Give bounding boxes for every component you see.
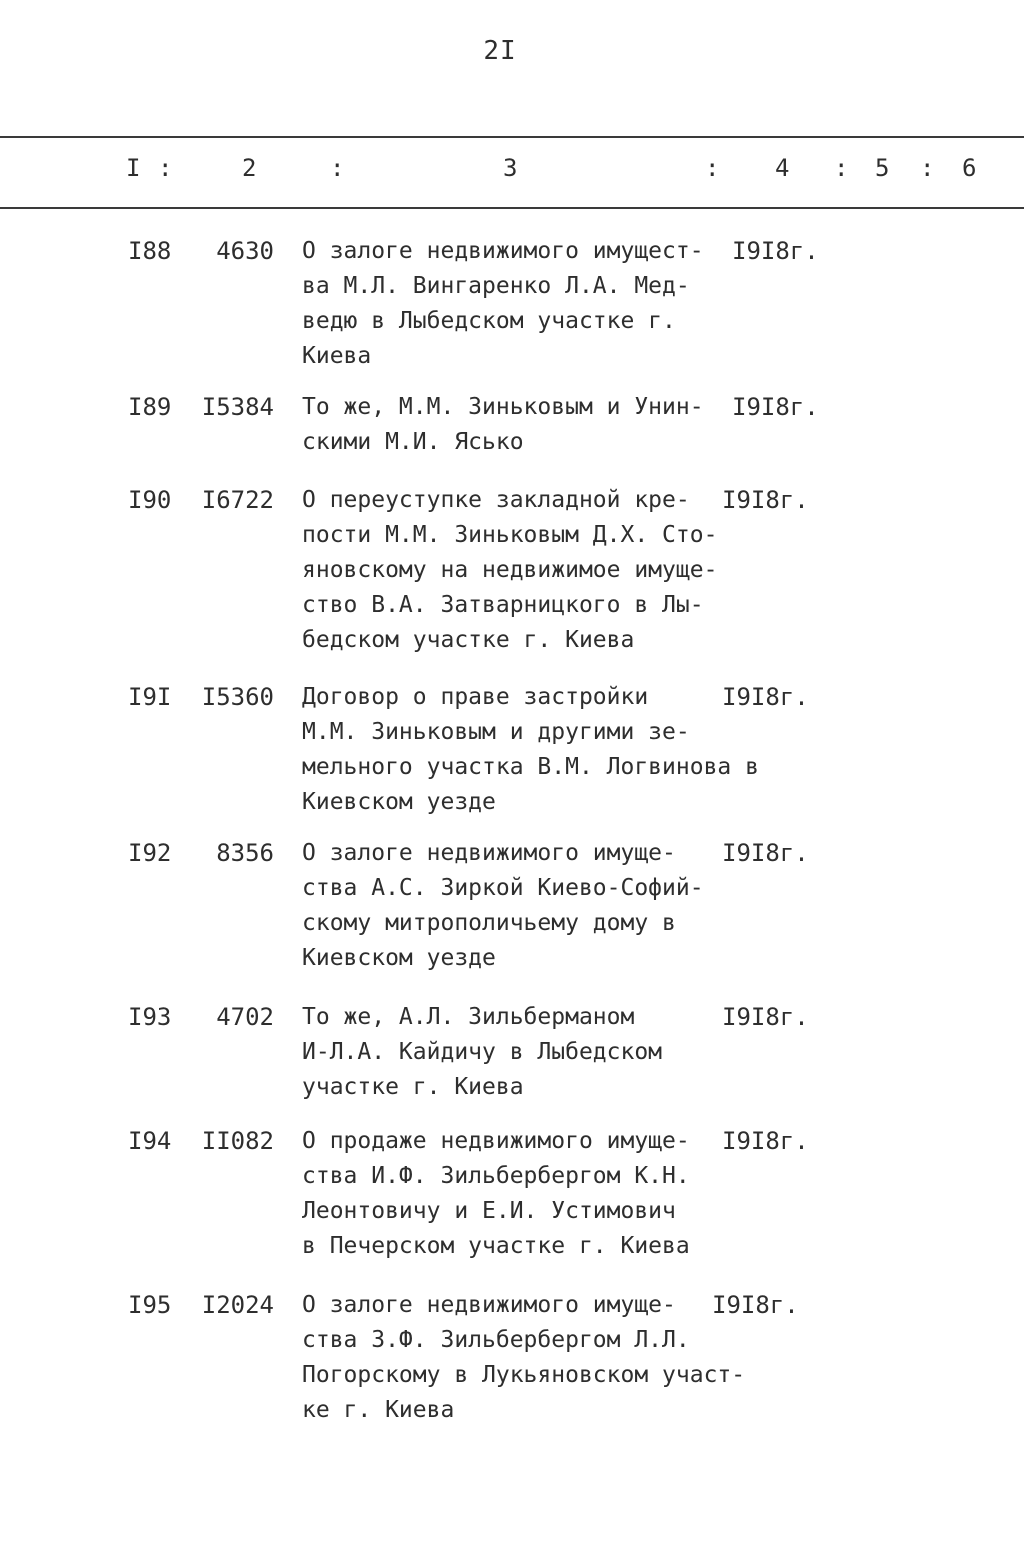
entry-title-line: бедском участке г. Киева xyxy=(302,627,635,653)
entry-document-number: II082 xyxy=(201,1127,274,1155)
entry-number: I89 xyxy=(128,393,172,421)
entry-title-line: О продаже недвижимого имуще- xyxy=(302,1128,690,1154)
column-header-2: 2 xyxy=(242,154,257,182)
entry-year: I9I8г. xyxy=(722,486,809,514)
entry-year: I9I8г. xyxy=(732,393,819,421)
entry-number: I95 xyxy=(128,1291,172,1319)
entry-year: I9I8г. xyxy=(722,1127,809,1155)
entry-year: I9I8г. xyxy=(712,1291,799,1319)
entry-title-line: О залоге недвижимого имуще- xyxy=(302,840,676,866)
entry-number: I92 xyxy=(128,839,172,867)
entry-title-line: ство В.А. Затварницкого в Лы- xyxy=(302,592,704,618)
entry-title-line: скому митрополичьему дому в xyxy=(302,910,676,936)
header-bottom-rule xyxy=(0,207,1024,209)
entry-number: I93 xyxy=(128,1003,172,1031)
entry-title-line: скими М.И. Ясько xyxy=(302,429,524,455)
entry-title-line: пости М.М. Зиньковым Д.Х. Сто- xyxy=(302,522,718,548)
column-header-4: 4 xyxy=(775,154,790,182)
entry-title-line: Киевском уезде xyxy=(302,789,496,815)
entry-number: I88 xyxy=(128,237,172,265)
entry-document-number: 4630 xyxy=(216,237,274,265)
entry-year: I9I8г. xyxy=(722,683,809,711)
entry-title-line: О залоге недвижимого имущест- xyxy=(302,238,704,264)
column-separator: : xyxy=(834,154,849,182)
entry-document-number: 4702 xyxy=(216,1003,274,1031)
entry-title-line: Киевском уезде xyxy=(302,945,496,971)
column-header-5: 5 xyxy=(875,154,890,182)
column-separator: : xyxy=(705,154,720,182)
entry-title-line: И-Л.А. Кайдичу в Лыбедском xyxy=(302,1039,663,1065)
entry-title-line: участке г. Киева xyxy=(302,1074,524,1100)
column-header-6: 6 xyxy=(962,154,977,182)
entry-title-line: Договор о праве застройки xyxy=(302,684,649,710)
entry-title-line: О переуступке закладной кре- xyxy=(302,487,690,513)
entry-title-line: в Печерском участке г. Киева xyxy=(302,1233,690,1259)
entry-title-line: ке г. Киева xyxy=(302,1397,455,1423)
entry-document-number: I6722 xyxy=(201,486,274,514)
entry-document-number: 8356 xyxy=(216,839,274,867)
entry-title-line: ства З.Ф. Зильбербергом Л.Л. xyxy=(302,1327,690,1353)
column-separator: : xyxy=(158,154,173,182)
entry-title-line: Погорскому в Лукьяновском участ- xyxy=(302,1362,746,1388)
entry-document-number: I5360 xyxy=(201,683,274,711)
entry-title-line: М.М. Зиньковым и другими зе- xyxy=(302,719,690,745)
entry-number: I90 xyxy=(128,486,172,514)
entry-year: I9I8г. xyxy=(722,839,809,867)
page-number: 2I xyxy=(483,36,517,66)
entry-title-line: О залоге недвижимого имуще- xyxy=(302,1292,676,1318)
entry-title-line: ведю в Лыбедском участке г. xyxy=(302,308,676,334)
column-separator: : xyxy=(920,154,935,182)
entry-title-line: ства И.Ф. Зильбербергом К.Н. xyxy=(302,1163,690,1189)
entry-title-line: Киева xyxy=(302,343,372,369)
entry-number: I94 xyxy=(128,1127,172,1155)
entry-year: I9I8г. xyxy=(722,1003,809,1031)
entry-title-line: яновскому на недвижимое имуще- xyxy=(302,557,718,583)
column-header-row xyxy=(0,154,1024,186)
entry-title-line: То же, А.Л. Зильберманом xyxy=(302,1004,635,1030)
entry-number: I9I xyxy=(128,683,172,711)
entry-title-line: ства А.С. Зиркой Киево-Софий- xyxy=(302,875,704,901)
entry-year: I9I8г. xyxy=(732,237,819,265)
entry-title-line: Леонтовичу и Е.И. Устимович xyxy=(302,1198,676,1224)
entry-document-number: I2024 xyxy=(201,1291,274,1319)
entry-document-number: I5384 xyxy=(201,393,274,421)
column-header-1: I xyxy=(126,154,141,182)
entry-title-line: мельного участка В.М. Логвинова в xyxy=(302,754,759,780)
entry-title-line: То же, М.М. Зиньковым и Унин- xyxy=(302,394,704,420)
entry-title-line: ва М.Л. Вингаренко Л.А. Мед- xyxy=(302,273,690,299)
column-separator: : xyxy=(330,154,345,182)
header-top-rule xyxy=(0,136,1024,138)
column-header-3: 3 xyxy=(503,154,518,182)
